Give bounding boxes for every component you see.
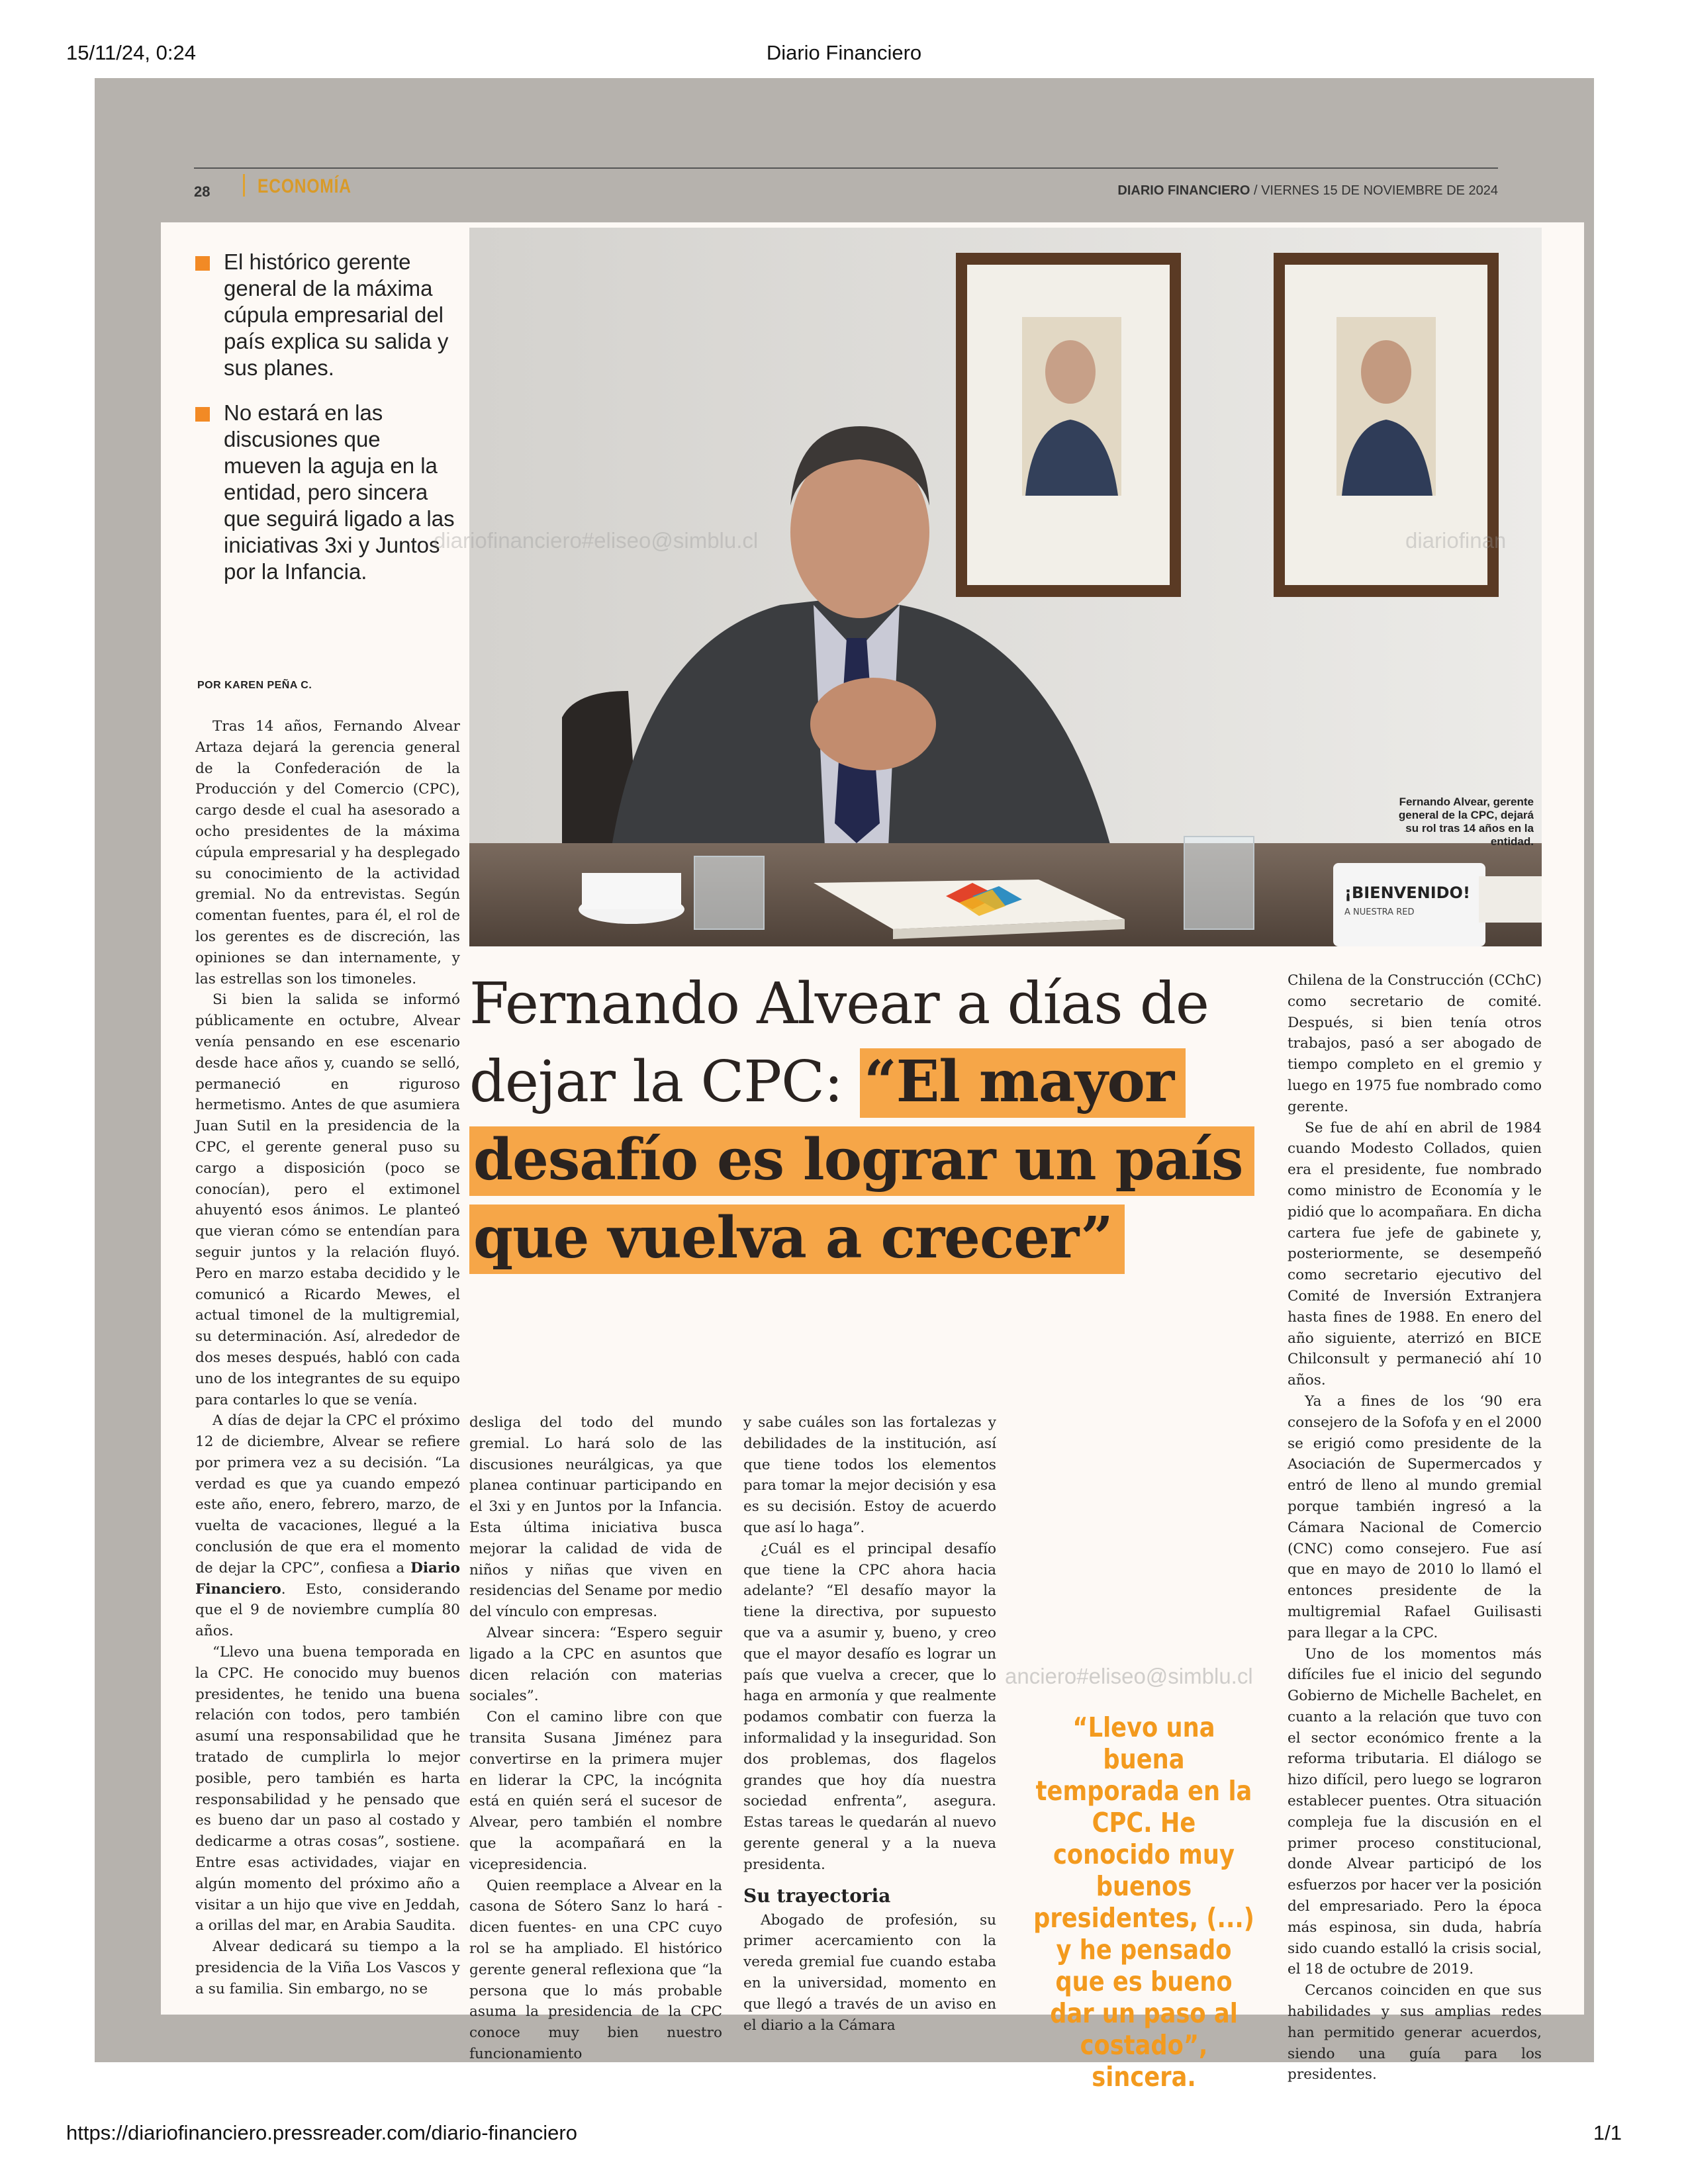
publication-name: DIARIO FINANCIERO xyxy=(1117,183,1250,198)
paragraph: y sabe cuáles son las fortalezas y debilidades de la institución, así que tiene todos los elementos para tomar la mejor decisión y esa es su decisión. Estoy de acuerdo que así lo haga”. xyxy=(743,1414,996,1536)
print-date: 15/11/24, 0:24 xyxy=(66,41,196,64)
watermark: anciero#eliseo@simblu.cl xyxy=(1005,1664,1253,1688)
summary-bullet xyxy=(195,249,460,381)
paragraph: Si bien la salida se informó públicamente en octubre, Alvear venía pensando en ese escenario desde hace años y, cuando se selló, permaneció en riguroso hermetismo. Antes de que asumiera Juan Sutil en la presidencia de la CPC, el gerente general puso su cargo a disposición (poco se conocían), pero el extimonel ahuyentó esos ánimos. Le planteó que vieran cómo se entendían para seguir juntos y la relación fluyó. Pero en marzo estaba decidido y le comunicó a Ricardo Mewes, el actual timonel de la multigremial, su determinación. Así, alrededor de dos meses después, habló con cada uno de los integrantes de su equipo para contarles lo que se venía. xyxy=(195,991,460,1408)
article-column-3 xyxy=(743,1412,996,2036)
bullet-text: No estará en las discusiones que mueven la aguja en la entidad, pero sincera que seguirá ligado a las iniciativas 3xi y Juntos por la Infancia. xyxy=(224,400,455,584)
bullet-square-icon xyxy=(195,256,210,271)
headline-plain: Fernando Alvear a días de dejar la CPC: xyxy=(469,971,1209,1115)
article-photo xyxy=(469,228,1542,946)
paragraph: Quien reemplace a Alvear en la casona de Sótero Sanz lo hará -dicen fuentes- en una CPC cuyo rol se ha ampliado. El histórico gerente general reflexiona que “la persona que lo más probable asuma la presidencia de la CPC conoce muy bien nuestro funcionamiento xyxy=(469,1877,722,2062)
paragraph: Alvear dedicará su tiempo a la presidencia de la Viña Los Vascos y a su familia. Sin embargo, no se xyxy=(195,1938,460,1997)
headline-highlight: “El mayor desafío es lograr un país que vuelva a crecer” xyxy=(469,1048,1254,1274)
mug-subtext: A NUESTRA RED xyxy=(1344,907,1415,917)
publication-date xyxy=(1117,183,1498,199)
bullet-square-icon xyxy=(195,407,210,422)
page-number: 28 xyxy=(194,183,211,200)
print-page-count: 1/1 xyxy=(1593,2121,1622,2144)
paragraph: Con el camino libre con que transita Susana Jiménez para convertirse en la primera mujer en liderar la CPC, la incógnita está en quién será el sucesor de Alvear, pero también el nombre que la acompañará en la vicepresidencia. xyxy=(469,1709,722,1873)
bullet-text: El histórico gerente general de la máxima cúpula empresarial del país explica su salida y sus planes. xyxy=(224,250,449,380)
newspaper-page xyxy=(161,222,1584,2093)
publication-mention: Diario Financiero xyxy=(195,1559,460,1598)
summary-bullets xyxy=(195,249,460,604)
subheading: Su trayectoria xyxy=(743,1884,891,1907)
byline: POR KAREN PEÑA C. xyxy=(197,680,312,691)
paragraph: Alvear sincera: “Espero seguir ligado a la CPC en asuntos que dicen relación con materias sociales”. xyxy=(469,1624,722,1705)
paragraph: Abogado de profesión, su primer acercamiento con la vereda gremial fue cuando estaba en la universidad, momento en que llegó a través de un aviso en el diario a la Cámara xyxy=(743,1911,996,2034)
paragraph: Tras 14 años, Fernando Alvear Artaza dejará la gerencia general de la Confederación de la Producción y del Comercio (CPC), cargo desde el cual ha asesorado a ocho presidentes de la máxima cúpula empresarial y ha desplegado su conocimiento de la actividad gremial. No da entrevistas. Según comentan fuentes, para él, el rol de los gerentes es de discreción, las opiniones se dan internamente, y las estrellas son los timoneles. xyxy=(195,718,460,987)
paragraph: Se fue de ahí en abril de 1984 cuando Modesto Collados, quien era el presidente, fue nombrado como ministro de Economía y le pidió que lo acompañara. En dicha cartera fue jefe de gabinete y, posteriormente, se desempeñó como secretario ejecutivo del Comité de Inversión Extranjera hasta fines de 1988. En enero del año siguiente, aterrizó en BICE Chilconsult y permaneció ahí 10 años. xyxy=(1288,1119,1542,1389)
paragraph-text: . Esto, considerando que el 9 de noviembre cumplía 80 años. xyxy=(195,1580,460,1640)
publication-date-text: / VIERNES 15 DE NOVIEMBRE DE 2024 xyxy=(1250,183,1498,198)
section-label: ECONOMÍA xyxy=(258,175,352,197)
paragraph: Chilena de la Construcción (CChC) como secretario de comité. Después, si bien tenía otros trabajos, pasó a ser abogado de tiempo completo en el gremio y luego en 1975 fue nombrado como gerente. xyxy=(1288,972,1542,1115)
photo-illustration xyxy=(469,228,1542,946)
paragraph: Uno de los momentos más difíciles fue el inicio del segundo Gobierno de Michelle Bachelet, en cuanto a la relación que tuvo con el sector económico frente a la reforma tributaria. El diálogo se hizo difícil, pero luego se lograron establecer puentes. Otra situación compleja fue la discusión en el primer proceso constitucional, donde Alvear participó de los esfuerzos por hacer ver la posición del empresariado. Pero la época más espinosa, sin duda, habría sido cuando estalló la crisis social, el 18 de octubre de 2019. xyxy=(1288,1645,1542,1978)
summary-bullet xyxy=(195,400,460,585)
paragraph-text: A días de dejar la CPC el próximo 12 de diciembre, Alvear se refiere por primera vez a su decisión. “La verdad es que ya cuando empezó este año, enero, febrero, marzo, de vuelta de vacaciones, llegué a la conclusión de que era el momento de dejar la CPC”, confiesa a xyxy=(195,1412,460,1576)
print-title: Diario Financiero xyxy=(766,41,922,64)
paragraph: ¿Cuál es el principal desafío que tiene la CPC ahora hacia adelante? “El desafío mayor la tiene la directiva, por supuesto que va a asumir y, bueno, y creo que el mayor desafío es lograr un país que vuelva a crecer, que lo haga en armonía y que realmente podamos combatir con fuerza la informalidad y la inseguridad. Son dos problemas, dos flagelos grandes que hoy día nuestra sociedad enfrenta”, asegura. Estas tareas le quedarán al nuevo gerente general y a la nueva presidenta. xyxy=(743,1540,996,1873)
newspaper-header xyxy=(194,167,1498,206)
print-url: https://diariofinanciero.pressreader.com/diario-financiero xyxy=(66,2121,577,2144)
paragraph: desliga del todo del mundo gremial. Lo hará solo de las discusiones neurálgicas, ya que planea continuar participando en el 3xi y en Juntos por la Infancia. Esta última iniciativa busca mejorar la calidad de vida de niños y niñas que viven en residencias del Sename por medio del vínculo con empresas. xyxy=(469,1414,722,1621)
pull-quote: “Llevo una buena temporada en la CPC. He conocido muy buenos presidentes, (...) y he pensado que es bueno dar un paso al costado”, sincera. xyxy=(1033,1711,1254,2093)
watermark: diariofinan xyxy=(1405,528,1507,553)
article-column-2 xyxy=(469,1412,722,2065)
section-divider xyxy=(243,174,245,197)
article-column-4 xyxy=(1288,970,1542,2085)
paragraph xyxy=(195,1410,460,1642)
paragraph: “Llevo una buena temporada en la CPC. He conocido muy buenos presidentes, he tenido una buena relación con todos, pero también asumí una responsabilidad que he tratado de cumplirla lo mejor posible, pero también es harta responsabilidad y he pensado que es bueno dar un paso al costado y dedicarme a otras cosas”, sostiene. Entre esas actividades, viajar en algún momento del próximo año a visitar a un hijo que vive en Jeddah, a orillas del mar, en Arabia Saudita. xyxy=(195,1644,460,1934)
headline xyxy=(469,965,1284,1277)
mug-text: ¡BIENVENIDO! xyxy=(1344,884,1470,902)
paragraph: Ya a fines de los ‘90 era consejero de la Sofofa y en el 2000 se erigió como presidente de la Asociación de Supermercados y entró de lleno al mundo gremial porque también ingresó a la Cámara Nacional de Comercio (CNC) como consejero. Fue así que en mayo de 2010 lo llamó el entonces presidente de la multigremial Rafael Guilisasti para llegar a la CPC. xyxy=(1288,1392,1542,1641)
watermark: diariofinanciero#eliseo@simblu.cl xyxy=(434,528,759,553)
paragraph: Cercanos coinciden en que sus habilidades y sus amplias redes han permitido generar acuerdos, siendo una guía para los presidentes. xyxy=(1288,1982,1542,2083)
article-column-1 xyxy=(195,716,460,2000)
photo-caption: Fernando Alvear, gerente general de la CPC, dejará su rol tras 14 años en la entidad. xyxy=(1398,796,1534,848)
